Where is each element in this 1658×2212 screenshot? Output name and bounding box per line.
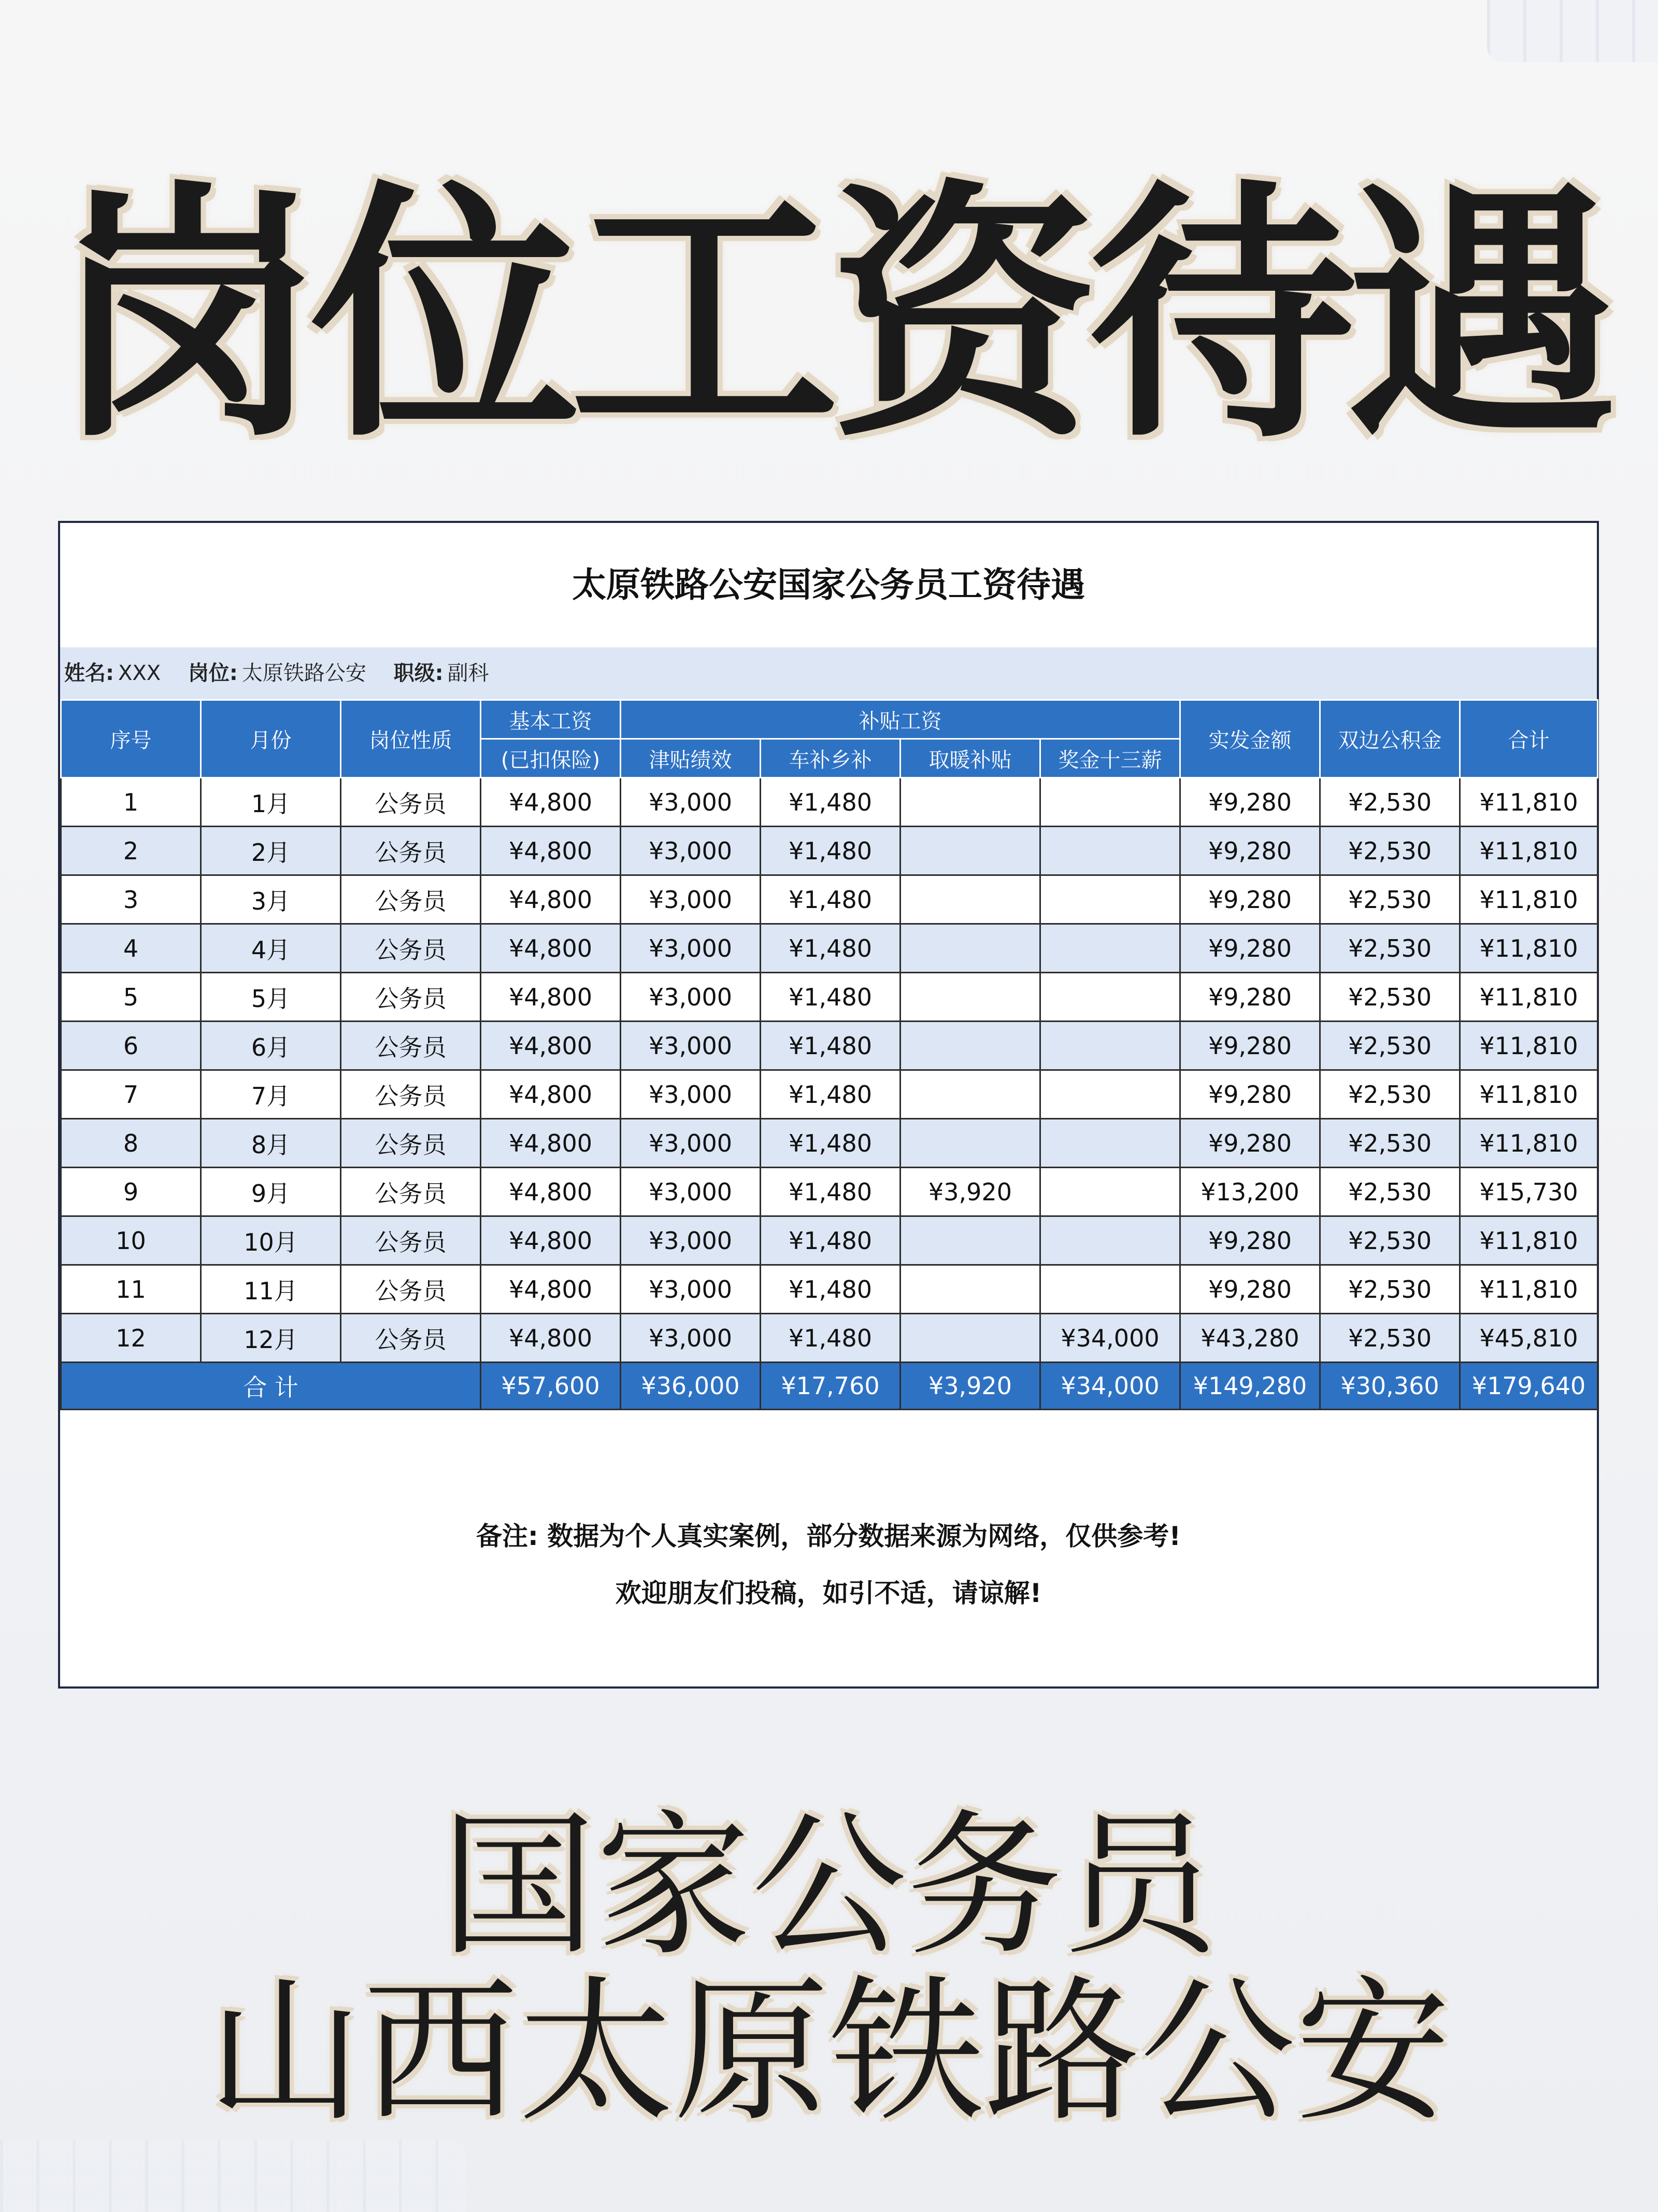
table-cell bbox=[901, 924, 1040, 973]
table-cell: ¥9,280 bbox=[1180, 1216, 1320, 1265]
table-cell: 公务员 bbox=[341, 1168, 481, 1216]
table-cell: ¥1,480 bbox=[761, 875, 901, 924]
table-cell bbox=[901, 1314, 1040, 1363]
table-cell: ¥3,000 bbox=[621, 875, 761, 924]
poster-subtitle-1: 国家公务员 bbox=[440, 1796, 1218, 1977]
table-row bbox=[61, 1216, 1598, 1265]
table-cell bbox=[901, 1022, 1040, 1070]
header-subsidy: 补贴工资 bbox=[621, 700, 1180, 739]
table-cell: 9 bbox=[61, 1168, 201, 1216]
table-cell: 11 bbox=[61, 1265, 201, 1314]
table-cell: ¥11,810 bbox=[1460, 1265, 1598, 1314]
calculator-corner-decoration bbox=[1487, 0, 1658, 62]
table-cell: ¥4,800 bbox=[481, 875, 621, 924]
table-cell bbox=[1040, 1070, 1180, 1119]
table-row bbox=[61, 1168, 1598, 1216]
table-row bbox=[61, 1265, 1598, 1314]
sheet-title: 太原铁路公安国家公务员工资待遇 bbox=[572, 565, 1085, 605]
header-fund: 双边公积金 bbox=[1320, 700, 1460, 778]
header-nature: 岗位性质 bbox=[341, 700, 481, 778]
table-cell: 公务员 bbox=[341, 1265, 481, 1314]
table-cell: ¥4,800 bbox=[481, 973, 621, 1022]
table-cell: ¥45,810 bbox=[1460, 1314, 1598, 1363]
table-cell: ¥4,800 bbox=[481, 924, 621, 973]
poster-title: 岗位工资待遇 bbox=[52, 159, 1606, 473]
table-cell: ¥2,530 bbox=[1320, 1168, 1460, 1216]
table-cell: 2月 bbox=[201, 827, 341, 875]
table-cell: 公务员 bbox=[341, 973, 481, 1022]
table-cell bbox=[1040, 875, 1180, 924]
table-cell: 10 bbox=[61, 1216, 201, 1265]
table-cell: 5 bbox=[61, 973, 201, 1022]
table-cell bbox=[901, 778, 1040, 827]
name-value: XXX bbox=[118, 661, 161, 685]
table-cell: ¥9,280 bbox=[1180, 1265, 1320, 1314]
table-cell bbox=[1040, 1119, 1180, 1168]
table-cell: ¥1,480 bbox=[761, 1314, 901, 1363]
salary-table bbox=[60, 699, 1598, 1410]
table-cell: 8月 bbox=[201, 1119, 341, 1168]
table-cell: ¥3,000 bbox=[621, 778, 761, 827]
table-cell: ¥1,480 bbox=[761, 1070, 901, 1119]
table-cell: 7月 bbox=[201, 1070, 341, 1119]
table-cell: ¥3,000 bbox=[621, 924, 761, 973]
table-cell: 6 bbox=[61, 1022, 201, 1070]
table-cell: ¥2,530 bbox=[1320, 1314, 1460, 1363]
table-cell: 公务员 bbox=[341, 778, 481, 827]
table-cell: 4 bbox=[61, 924, 201, 973]
table-cell: ¥9,280 bbox=[1180, 778, 1320, 827]
table-cell: ¥3,000 bbox=[621, 1070, 761, 1119]
rank-value: 副科 bbox=[447, 661, 489, 685]
rank-label: 职级: bbox=[393, 661, 444, 685]
totals-cell: ¥57,600 bbox=[481, 1363, 621, 1410]
header-seq: 序号 bbox=[61, 700, 201, 778]
table-row bbox=[61, 1022, 1598, 1070]
table-cell bbox=[901, 875, 1040, 924]
table-cell: ¥11,810 bbox=[1460, 827, 1598, 875]
table-cell bbox=[1040, 1216, 1180, 1265]
table-cell: ¥3,000 bbox=[621, 1168, 761, 1216]
table-cell: 公务员 bbox=[341, 1022, 481, 1070]
table-cell: ¥11,810 bbox=[1460, 1022, 1598, 1070]
table-cell: ¥1,480 bbox=[761, 1168, 901, 1216]
table-cell: ¥1,480 bbox=[761, 827, 901, 875]
table-cell: ¥2,530 bbox=[1320, 778, 1460, 827]
table-cell: ¥9,280 bbox=[1180, 973, 1320, 1022]
table-cell: 12 bbox=[61, 1314, 201, 1363]
table-cell: ¥3,000 bbox=[621, 1314, 761, 1363]
table-cell bbox=[1040, 1022, 1180, 1070]
table-cell: ¥2,530 bbox=[1320, 1119, 1460, 1168]
table-row bbox=[61, 973, 1598, 1022]
table-cell: 3 bbox=[61, 875, 201, 924]
post-label: 岗位: bbox=[188, 661, 238, 685]
table-row bbox=[61, 875, 1598, 924]
table-row bbox=[61, 1119, 1598, 1168]
header-s1: 津贴绩效 bbox=[621, 739, 761, 778]
notes bbox=[60, 1508, 1597, 1622]
name-label: 姓名: bbox=[64, 661, 114, 685]
table-cell: 3月 bbox=[201, 875, 341, 924]
table-cell: ¥4,800 bbox=[481, 1168, 621, 1216]
table-cell: ¥11,810 bbox=[1460, 1119, 1598, 1168]
table-cell: ¥1,480 bbox=[761, 1022, 901, 1070]
table-cell: ¥2,530 bbox=[1320, 924, 1460, 973]
totals-cell: ¥179,640 bbox=[1460, 1363, 1598, 1410]
table-row bbox=[61, 924, 1598, 973]
header-s2: 车补乡补 bbox=[761, 739, 901, 778]
totals-cell: ¥3,920 bbox=[901, 1363, 1040, 1410]
table-cell: 公务员 bbox=[341, 875, 481, 924]
table-cell bbox=[1040, 1168, 1180, 1216]
table-cell: ¥11,810 bbox=[1460, 973, 1598, 1022]
table-cell: ¥4,800 bbox=[481, 1314, 621, 1363]
table-cell: 1月 bbox=[201, 778, 341, 827]
header-month: 月份 bbox=[201, 700, 341, 778]
table-cell bbox=[901, 1119, 1040, 1168]
table-cell: ¥2,530 bbox=[1320, 1022, 1460, 1070]
table-cell: ¥9,280 bbox=[1180, 1119, 1320, 1168]
table-cell: 7 bbox=[61, 1070, 201, 1119]
table-cell: 9月 bbox=[201, 1168, 341, 1216]
table-cell: ¥2,530 bbox=[1320, 1216, 1460, 1265]
table-cell: ¥1,480 bbox=[761, 1265, 901, 1314]
table-cell: ¥9,280 bbox=[1180, 827, 1320, 875]
notes-line2: 欢迎朋友们投稿，如引不适，请谅解! bbox=[615, 1578, 1042, 1608]
table-cell: ¥9,280 bbox=[1180, 1070, 1320, 1119]
table-cell bbox=[901, 1216, 1040, 1265]
notes-line1: 备注: 数据为个人真实案例，部分数据来源为网络，仅供参考! bbox=[476, 1521, 1181, 1551]
table-cell bbox=[901, 1265, 1040, 1314]
table-cell: ¥4,800 bbox=[481, 1022, 621, 1070]
table-cell bbox=[901, 827, 1040, 875]
table-cell: 5月 bbox=[201, 973, 341, 1022]
table-cell bbox=[1040, 778, 1180, 827]
table-cell bbox=[1040, 973, 1180, 1022]
table-cell: ¥3,000 bbox=[621, 973, 761, 1022]
header-net: 实发金额 bbox=[1180, 700, 1320, 778]
table-cell: ¥15,730 bbox=[1460, 1168, 1598, 1216]
table-cell: ¥1,480 bbox=[761, 778, 901, 827]
table-cell: 公务员 bbox=[341, 1070, 481, 1119]
keyboard-corner-decoration bbox=[0, 2139, 466, 2212]
table-cell bbox=[1040, 827, 1180, 875]
table-cell: ¥9,280 bbox=[1180, 1022, 1320, 1070]
table-cell: ¥2,530 bbox=[1320, 973, 1460, 1022]
table-cell: ¥9,280 bbox=[1180, 924, 1320, 973]
table-cell: 公务员 bbox=[341, 1216, 481, 1265]
table-cell: ¥34,000 bbox=[1040, 1314, 1180, 1363]
table-cell: 公务员 bbox=[341, 924, 481, 973]
table-cell: 公务员 bbox=[341, 827, 481, 875]
table-cell: ¥2,530 bbox=[1320, 827, 1460, 875]
table-cell: ¥3,000 bbox=[621, 1119, 761, 1168]
table-cell: 公务员 bbox=[341, 1314, 481, 1363]
header-base-sub: (已扣保险) bbox=[481, 739, 621, 778]
table-cell: 公务员 bbox=[341, 1119, 481, 1168]
table-cell: ¥3,000 bbox=[621, 1216, 761, 1265]
table-cell: ¥3,000 bbox=[621, 1265, 761, 1314]
table-cell: 10月 bbox=[201, 1216, 341, 1265]
table-cell: ¥3,920 bbox=[901, 1168, 1040, 1216]
table-cell: ¥1,480 bbox=[761, 1119, 901, 1168]
table-cell bbox=[901, 973, 1040, 1022]
salary-sheet bbox=[58, 521, 1599, 1689]
table-cell: 6月 bbox=[201, 1022, 341, 1070]
header-s3: 取暖补贴 bbox=[901, 739, 1040, 778]
table-cell: ¥11,810 bbox=[1460, 1216, 1598, 1265]
table-cell: ¥3,000 bbox=[621, 1022, 761, 1070]
table-cell: ¥4,800 bbox=[481, 827, 621, 875]
table-cell: 2 bbox=[61, 827, 201, 875]
table-cell bbox=[1040, 1265, 1180, 1314]
totals-cell: ¥34,000 bbox=[1040, 1363, 1180, 1410]
table-cell: ¥43,280 bbox=[1180, 1314, 1320, 1363]
table-cell: ¥2,530 bbox=[1320, 1070, 1460, 1119]
post-value: 太原铁路公安 bbox=[241, 661, 366, 685]
table-cell: ¥3,000 bbox=[621, 827, 761, 875]
table-cell: ¥1,480 bbox=[761, 924, 901, 973]
table-cell: ¥2,530 bbox=[1320, 1265, 1460, 1314]
table-cell bbox=[901, 1070, 1040, 1119]
table-row bbox=[61, 1314, 1598, 1363]
totals-cell: ¥30,360 bbox=[1320, 1363, 1460, 1410]
table-row bbox=[61, 827, 1598, 875]
table-cell: ¥9,280 bbox=[1180, 875, 1320, 924]
table-cell: 1 bbox=[61, 778, 201, 827]
table-cell: ¥4,800 bbox=[481, 1119, 621, 1168]
table-cell: 8 bbox=[61, 1119, 201, 1168]
table-cell: 4月 bbox=[201, 924, 341, 973]
totals-label: 合 计 bbox=[61, 1363, 481, 1410]
table-cell: ¥11,810 bbox=[1460, 778, 1598, 827]
header-base: 基本工资 bbox=[481, 700, 621, 739]
table-cell: 12月 bbox=[201, 1314, 341, 1363]
totals-cell: ¥17,760 bbox=[761, 1363, 901, 1410]
table-cell: ¥11,810 bbox=[1460, 924, 1598, 973]
table-cell: ¥13,200 bbox=[1180, 1168, 1320, 1216]
table-cell: ¥4,800 bbox=[481, 778, 621, 827]
table-cell: ¥11,810 bbox=[1460, 1070, 1598, 1119]
poster-subtitle-2: 山西太原铁路公安 bbox=[207, 1962, 1451, 2143]
table-cell: ¥1,480 bbox=[761, 1216, 901, 1265]
table-cell: 11月 bbox=[201, 1265, 341, 1314]
table-row bbox=[61, 1070, 1598, 1119]
table-cell: ¥11,810 bbox=[1460, 875, 1598, 924]
table-cell: ¥4,800 bbox=[481, 1070, 621, 1119]
totals-cell: ¥149,280 bbox=[1180, 1363, 1320, 1410]
header-s4: 奖金十三薪 bbox=[1040, 739, 1180, 778]
header-total: 合计 bbox=[1460, 700, 1598, 778]
table-cell: ¥2,530 bbox=[1320, 875, 1460, 924]
totals-cell: ¥36,000 bbox=[621, 1363, 761, 1410]
table-row bbox=[61, 778, 1598, 827]
table-cell: ¥1,480 bbox=[761, 973, 901, 1022]
table-cell: ¥4,800 bbox=[481, 1265, 621, 1314]
table-cell bbox=[1040, 924, 1180, 973]
employee-info-row bbox=[60, 647, 1597, 699]
table-cell: ¥4,800 bbox=[481, 1216, 621, 1265]
